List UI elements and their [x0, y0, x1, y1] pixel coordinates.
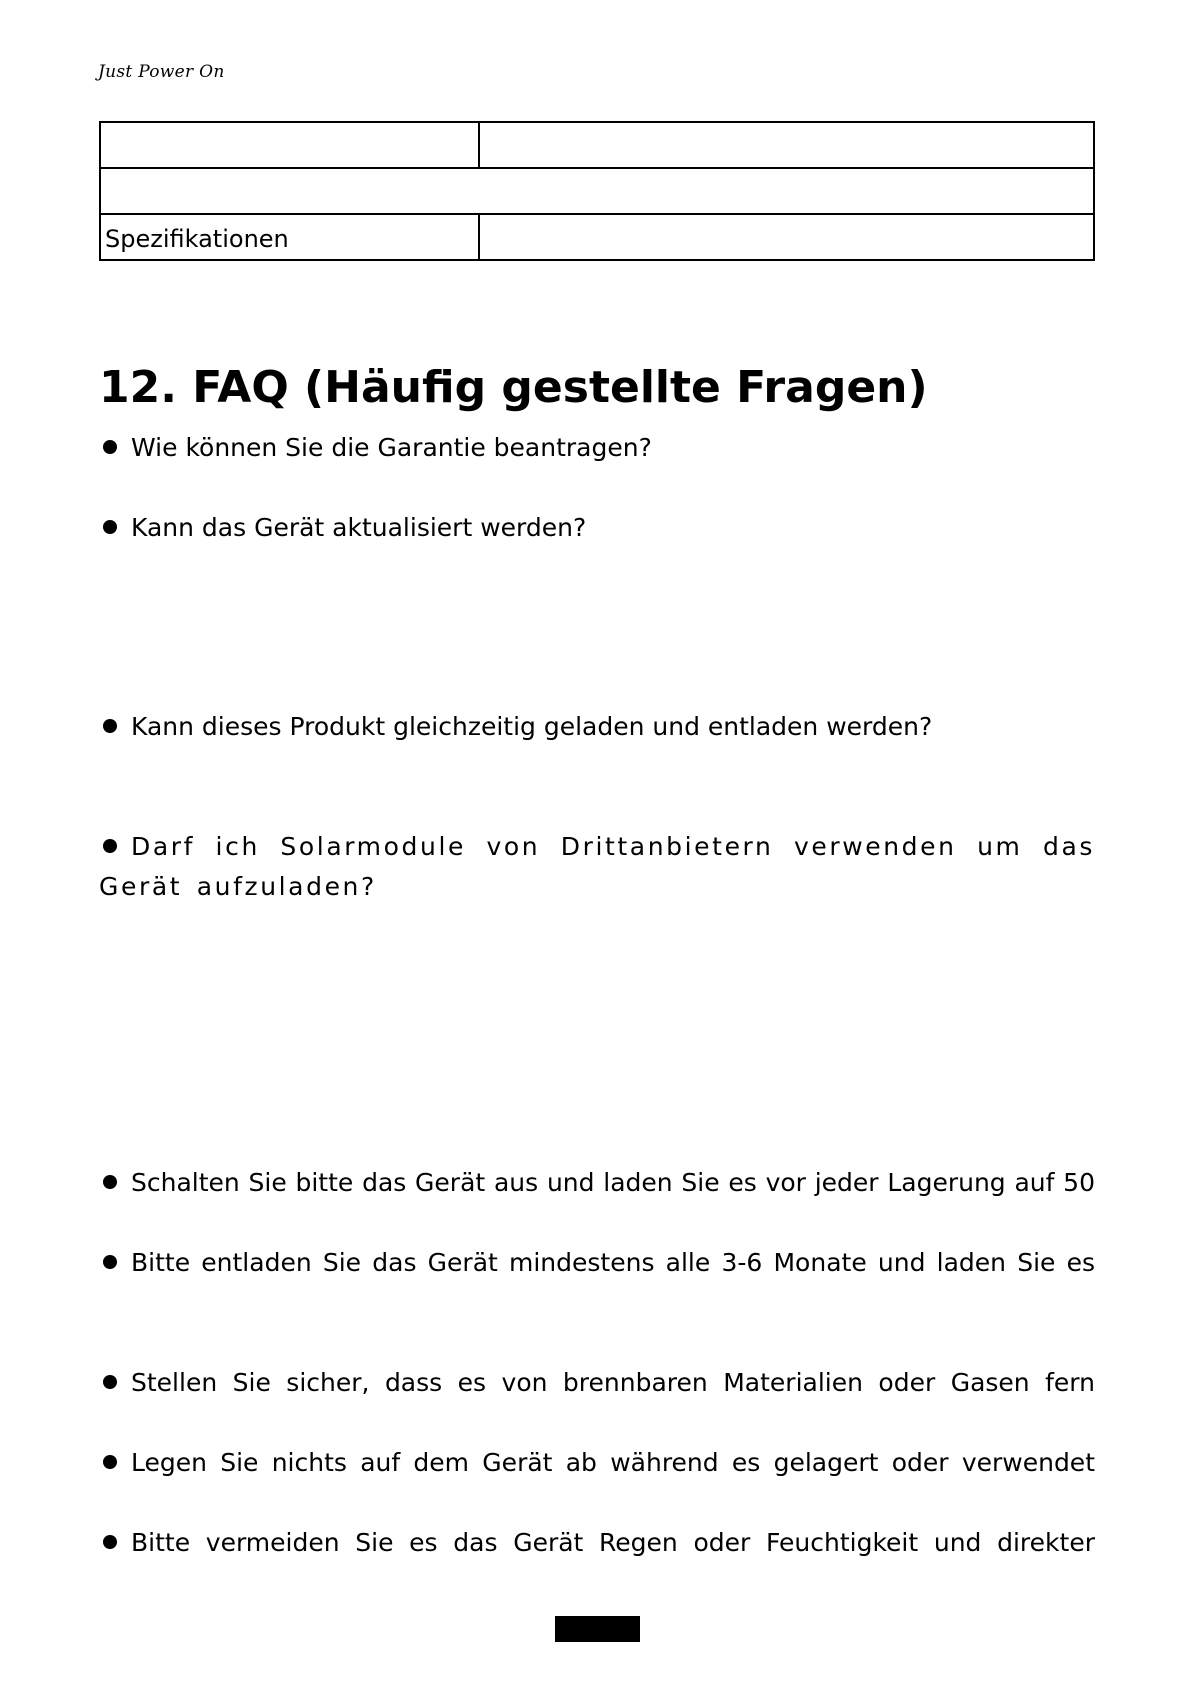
specifications-table [99, 121, 1095, 261]
faq-item [99, 428, 1095, 468]
table-row [100, 168, 1094, 214]
bullet-icon [103, 1255, 117, 1269]
storage-note [99, 1163, 1095, 1203]
bullet-icon [103, 719, 117, 733]
bullet-icon [103, 1375, 117, 1389]
note-text: Bitte vermeiden Sie es das Gerät Regen oder Feuchtigkeit und direkter [131, 1528, 1095, 1557]
storage-note [99, 1523, 1095, 1563]
section-title: 12. FAQ (Häufig gestellte Fragen) [99, 362, 928, 413]
table-cell-spezifikationen: Spezifikationen [100, 214, 479, 260]
note-text: Schalten Sie bitte das Gerät aus und laden Sie es vor jeder Lagerung auf 50 [131, 1168, 1095, 1197]
faq-item [99, 707, 1095, 747]
storage-note [99, 1243, 1095, 1283]
faq-item [99, 508, 1095, 548]
bullet-icon [103, 520, 117, 534]
table-row [100, 122, 1094, 168]
note-text: Bitte entladen Sie das Gerät mindestens alle 3-6 Monate und laden Sie es [131, 1248, 1095, 1277]
table-row [100, 214, 1094, 260]
bullet-icon [103, 440, 117, 454]
page-number-marker [555, 1616, 640, 1642]
note-text: Stellen Sie sicher, dass es von brennbaren Materialien oder Gasen fern [131, 1368, 1095, 1397]
bullet-icon [103, 839, 117, 853]
faq-question: Kann dieses Produkt gleichzeitig geladen und entladen werden? [131, 712, 933, 741]
faq-question: Kann das Gerät aktualisiert werden? [131, 513, 587, 542]
storage-note [99, 1363, 1095, 1403]
bullet-icon [103, 1455, 117, 1469]
brand-logo-text: Just Power On [98, 62, 225, 82]
faq-item [99, 827, 1095, 907]
faq-question: Wie können Sie die Garantie beantragen? [131, 433, 652, 462]
note-text: Legen Sie nichts auf dem Gerät ab während es gelagert oder verwendet [131, 1448, 1095, 1477]
bullet-icon [103, 1535, 117, 1549]
table-cell [100, 122, 479, 168]
storage-note [99, 1443, 1095, 1483]
table-cell [479, 122, 1094, 168]
bullet-icon [103, 1175, 117, 1189]
faq-question: Darf ich Solarmodule von Drittanbietern verwenden um das Gerät aufzuladen? [99, 832, 1095, 901]
table-cell [100, 168, 1094, 214]
table-cell [479, 214, 1094, 260]
